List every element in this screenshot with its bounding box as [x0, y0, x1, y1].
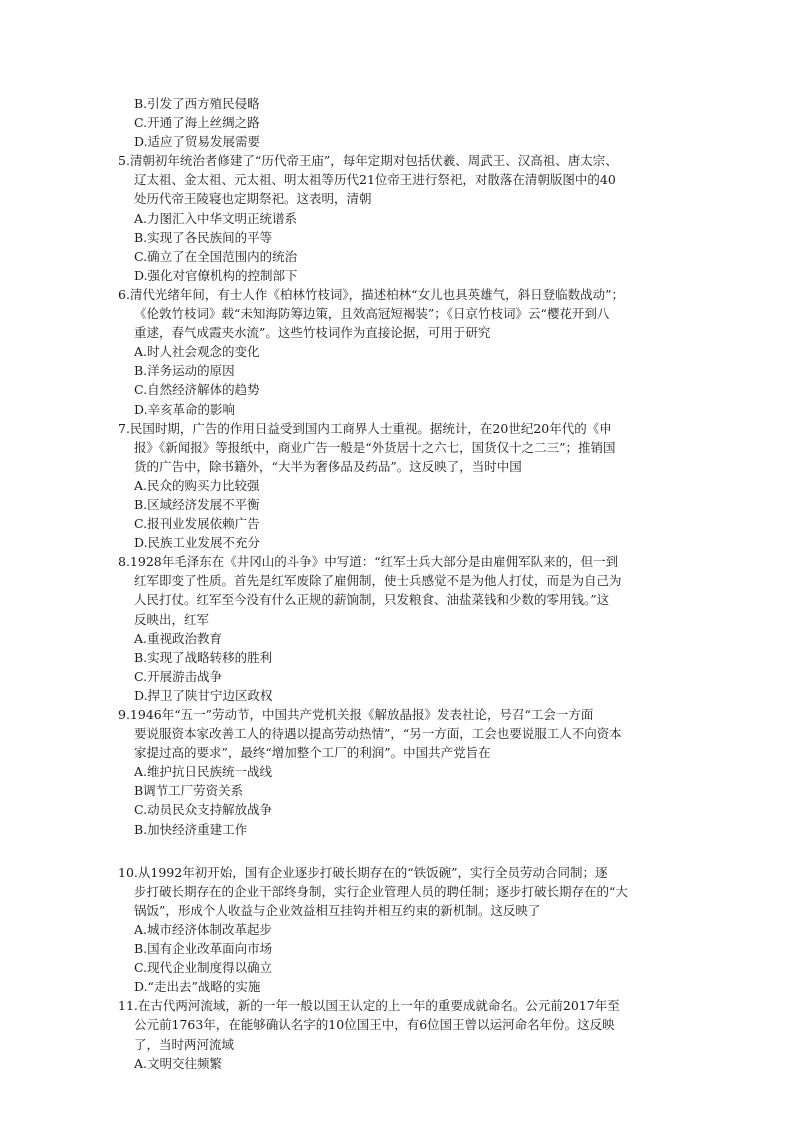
- option-d: D.“走出去”战略的实施: [134, 979, 261, 995]
- question-stem: 家提过高的要求”，最终“增加整个工厂的利润”。中国共产党旨在: [134, 745, 491, 761]
- option-a: A.重视政治教育: [134, 630, 223, 646]
- question-stem: 9.1946年“五一”劳动节，中国共产党机关报《解放晶报》发表社论，号召“工会一方面: [118, 707, 594, 722]
- option-c: C.开通了海上丝绸之路: [134, 115, 260, 131]
- option-b: B.实现了战略转移的胜利: [134, 649, 273, 665]
- option-a: A.城市经济体制改革起步: [134, 921, 273, 937]
- question-stem: 8.1928年毛泽东在《井冈山的斗争》中写道：“红军士兵大部分是由雇佣军队来的，但一到: [118, 554, 619, 570]
- option-d: D.民族工业发展不充分: [134, 535, 261, 551]
- option-a: A.力图汇入中华文明正统谱系: [134, 210, 298, 226]
- question-stem: 辽太祖、金太祖、元太祖、明太祖等历代21位帝王进行祭祀，对散落在清朝版图中的40: [134, 172, 616, 188]
- option-d: D.辛亥革命的影响: [134, 401, 236, 417]
- question-stem: 6.清代光绪年间，有士人作《柏林竹枝词》，描述柏林“女儿也具英雄气，斜日登临数战动”；: [118, 286, 624, 302]
- question-7: [118, 419, 698, 553]
- option-b: B调节工厂劳资关系: [134, 783, 244, 799]
- exam-page: [118, 94, 698, 1073]
- option-a: A.民众的购买力比较强: [134, 477, 260, 493]
- question-stem: 红军即变了性质。首先是红军废除了雇佣制，使士兵感觉不是为他人打仗，而是为自己为: [134, 573, 622, 589]
- option-c: C.确立了在全国范围内的统治: [134, 248, 298, 264]
- question-stem: 10.从1992年初开始，国有企业逐步打破长期存在的“铁饭碗”，实行全员劳动合同制；逐: [118, 864, 608, 880]
- option-d: B.加快经济重建工作: [134, 821, 248, 837]
- option-d: D.适应了贸易发展需要: [134, 134, 261, 150]
- question-5: [118, 151, 698, 285]
- option-d: D.捍卫了陕甘宁边区政权: [134, 687, 273, 703]
- question-11: [118, 996, 698, 1072]
- question-8: [118, 552, 698, 705]
- question-stem: 了，当时两河流域: [134, 1036, 235, 1052]
- question-stem: 反映出，红军: [134, 611, 210, 627]
- option-a: A.维护抗日民族统一战线: [134, 764, 273, 780]
- question-stem: 重逑，春气成霞夹水流”。这些竹枝词作为直接论据，可用于研究: [134, 325, 491, 341]
- question-stem: 锅饭”，形成个人收益与企业效益相互挂钩并相互约束的新机制。这反映了: [134, 902, 541, 918]
- option-c: C.动员民众支持解放战争: [134, 802, 273, 818]
- option-c: C.开展游击战争: [134, 668, 223, 684]
- question-stem: 11.在古代两河流域，新的一年一般以国王认定的上一年的重要成就命名。公元前2017年至: [118, 998, 620, 1014]
- spacer: [118, 839, 698, 863]
- option-b: B.引发了西方殖民侵略: [134, 96, 260, 111]
- option-c: C.现代企业制度得以确立: [134, 960, 273, 976]
- question-stem: 要说服资本家改善工人的待遇以提高劳动热情”，“另一方面，工会也要说服工人不向资本: [134, 726, 622, 742]
- question-10: [118, 863, 698, 997]
- question-stem: 报》《新闻报》等报纸中，商业广告一般是“外货居十之六七，国货仅十之二三”；推销国: [134, 439, 616, 455]
- question-stem: 5.清朝初年统治者修建了“历代帝王庙”，每年定期对包括伏羲、周武王、汉高祖、唐太宗、: [118, 153, 618, 169]
- question-stem: 公元前1763年，在能够确认名字的10位国王中，有6位国王曾以运河命名年份。这反映: [134, 1017, 615, 1033]
- question-stem: 货的广告中，除书籍外，“大半为奢侈品及药品”。这反映了，当时中国: [134, 458, 522, 474]
- option-d: D.强化对官僚机构的控制部下: [134, 267, 298, 283]
- option-c: C.报刊业发展依赖广告: [134, 516, 260, 532]
- question-stem: 《伦敦竹枝词》载“未知海防筹边策，且效高冠短褐装”；《日京竹枝词》云“樱花开到八: [134, 306, 610, 322]
- question-stem: 步打破长期存在的企业干部终身制，实行企业管理人员的聘任制；逐步打破长期存在的“大: [134, 883, 628, 899]
- question-stem: 处历代帝王陵寝也定期祭祀。这表明，清朝: [134, 191, 372, 207]
- option-b: B.区域经济发展不平衡: [134, 496, 260, 512]
- question-6: [118, 285, 698, 419]
- option-c: C.自然经济解体的趋势: [134, 382, 260, 398]
- question-stem: 人民打仗。红军至今没有什么正规的薪饷制，只发粮食、油盐菜钱和少数的零用钱。”这: [134, 592, 610, 608]
- option-a: A.时人社会观念的变化: [134, 344, 260, 360]
- option-b: B.实现了各民族间的平等: [134, 229, 273, 245]
- question-stem: 7.民国时期，广告的作用日益受到国内工商界人士重视。据统计，在20世纪20年代的《申: [118, 420, 612, 436]
- option-a: A.文明交往频繁: [134, 1055, 223, 1071]
- option-b: B.国有企业改革面向市场: [134, 941, 273, 957]
- question-9: [118, 705, 698, 839]
- option-b: B.洋务运动的原因: [134, 363, 235, 379]
- question-4: [118, 94, 698, 151]
